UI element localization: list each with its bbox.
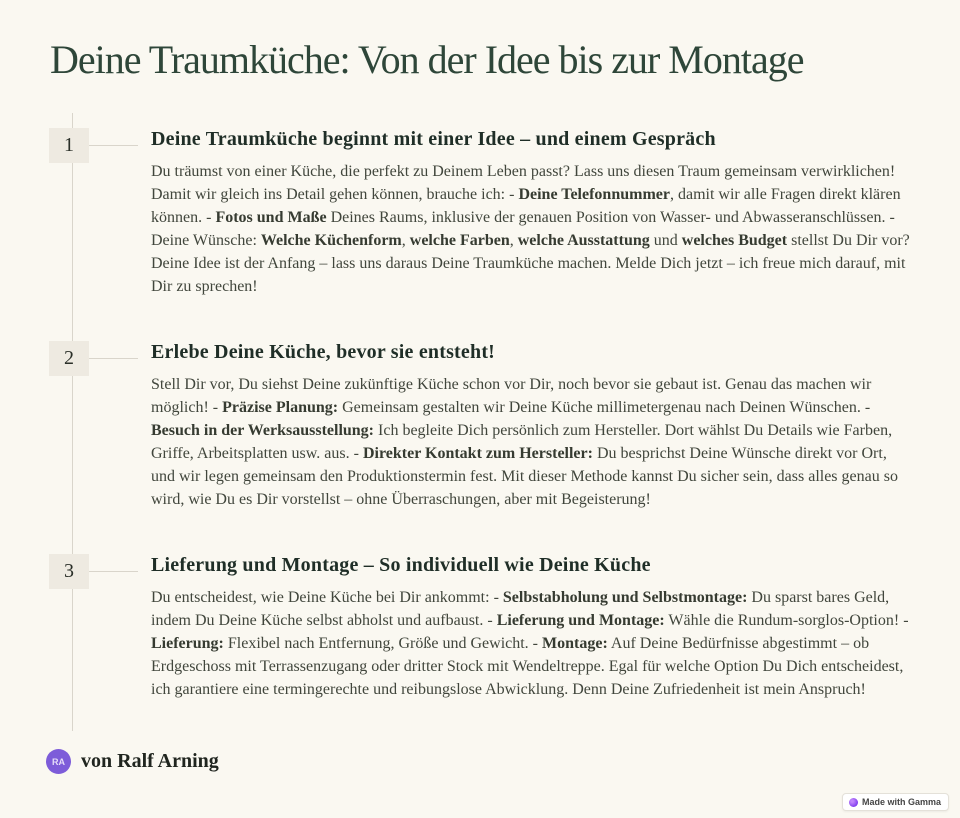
section-number: 2 [64,347,74,369]
body-bold-text: Welche Küchenform [260,232,402,249]
body-bold-text: Deine Telefonnummer [518,186,670,203]
section-number-box [49,341,89,376]
body-text: , [509,232,518,249]
section-body [151,160,910,298]
body-bold-text: Besuch in der Werksausstellung: [151,422,375,439]
body-text: , [401,232,410,249]
section-content [151,552,910,701]
body-bold-text: Fotos und Maße [215,209,327,226]
body-text: Du besprichst Deine Wünsche direkt vor Ort, und wir legen gemeinsam den Produktionstermin fest. Mit dieser Methode kannst Du sicher sein, dass alles genau so wird, wie Du es Dir vorstellst – ohne Überraschungen, aber mit Begeisterung! [151,445,898,508]
body-bold-text: Lieferung: [151,635,224,652]
body-bold-text: Montage: [542,635,608,652]
timeline-section [50,339,910,511]
body-text: Ich begleite Dich persönlich zum Hersteller. Dort wählst Du Details wie Farben, Griffe, Arbeitsplatten usw. aus. - [151,422,893,462]
body-text: Flexibel nach Entfernung, Größe und Gewicht. - [223,635,543,652]
page-title: Deine Traumküche: Von der Idee bis zur Montage [50,37,804,82]
gamma-badge-label: Made with Gamma [861,797,941,807]
body-text: Du sparst bares Geld, indem Du Deine Küche selbst abholst und aufbaust. - [151,589,890,629]
body-bold-text: Präzise Planung: [222,399,339,416]
body-text: Du entscheidest, wie Deine Küche bei Dir ankommt: - [151,589,503,606]
body-text: , damit wir alle Fragen direkt klären können. - [151,186,901,226]
body-text: Stell Dir vor, Du siehst Deine zukünftige Küche schon vor Dir, noch bevor sie gebaut ist. Genau das machen wir möglich! - [151,376,872,416]
timeline-section [50,126,910,298]
timeline-connector-line [89,145,138,146]
section-body [151,373,910,511]
author-avatar: RA [46,749,71,774]
section-heading: Erlebe Deine Küche, bevor sie entsteht! [151,341,496,363]
body-text: Gemeinsam gestalten wir Deine Küche millimetergenau nach Deinen Wünschen. - [338,399,871,416]
section-number-box [49,128,89,163]
section-heading: Lieferung und Montage – So individuell wie Deine Küche [151,554,651,576]
body-text: und [649,232,682,249]
body-bold-text: welches Budget [681,232,788,249]
body-bold-text: Lieferung und Montage: [496,612,665,629]
body-text: stellst Du Dir vor? Deine Idee ist der Anfang – lass uns daraus Deine Traumküche machen. Melde Dich jetzt – ich freue mich darauf, mit Dir zu sprechen! [151,232,910,295]
author-byline: von Ralf Arning [81,750,219,772]
body-text: Wähle die Rundum-sorglos-Option! - [664,612,909,629]
body-text: Auf Deine Bedürfnisse abgestimmt – ob Erdgeschoss mit Terrassenzugang oder dritter Stock mit Wendeltreppe. Egal für welche Option Du Dich entscheidest, ich garantiere eine termingerechte und reibungslose Abwicklung. Denn Deine Zufriedenheit ist mein Anspruch! [151,635,904,698]
body-bold-text: welche Ausstattung [517,232,650,249]
body-text: Du träumst von einer Küche, die perfekt zu Deinem Leben passt? Lass uns diesen Traum gemeinsam verwirklichen! Damit wir gleich ins Detail gehen können, brauche ich: - [151,163,896,203]
section-content [151,126,910,298]
section-body [151,586,910,701]
made-with-gamma-badge[interactable] [842,793,949,811]
gamma-logo-icon [849,798,858,807]
timeline-connector-line [89,571,138,572]
author-footer [46,749,219,774]
section-number: 3 [64,560,74,582]
timeline-connector-line [89,358,138,359]
body-bold-text: welche Farben [409,232,510,249]
section-heading: Deine Traumküche beginnt mit einer Idee – und einem Gespräch [151,128,716,150]
section-number-box [49,554,89,589]
body-text: Deines Raums, inklusive der genauen Position von Wasser- und Abwasseranschlüssen. - Deine Wünsche: [151,209,895,249]
body-bold-text: Selbstabholung und Selbstmontage: [502,589,748,606]
section-content [151,339,910,511]
body-bold-text: Direkter Kontakt zum Hersteller: [362,445,593,462]
timeline-section [50,552,910,701]
section-number: 1 [64,134,74,156]
